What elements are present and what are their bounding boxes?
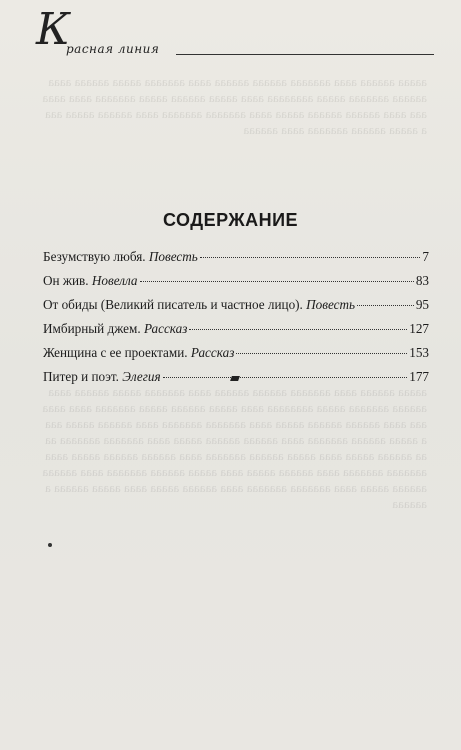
- toc-entry[interactable]: [43, 297, 429, 321]
- toc-entry-title: От обиды (Великий писатель и частное лицо). Повесть: [43, 297, 356, 312]
- toc-entry[interactable]: [43, 369, 429, 393]
- toc-entry[interactable]: [43, 345, 429, 369]
- toc-entry-title: Имбирный джем. Рассказ: [43, 321, 188, 336]
- toc-entry[interactable]: [43, 249, 429, 273]
- bleed-through-top: ааааа аааааа аааа ааааааа аааааа аааааа аааа ааааааа ааааа аааааа аааа аааааа ааааааа ааааа аааааааа аааа ааааа аааааа ааааа ааааааа аааа ааааааа аааа аааааа аааааа ааааа аааа ааааааа ааааааа аааа аааааа ааааа аааа ааааа аааааа ааааааа аааа аааааа: [42, 74, 427, 137]
- toc-page-number: 83: [415, 273, 429, 288]
- table-of-contents: [43, 249, 429, 393]
- header-rule: [176, 54, 434, 55]
- leader-dots: [140, 281, 414, 282]
- paper-speck: [48, 543, 52, 547]
- toc-entry-title: Он жив. Новелла: [43, 273, 138, 288]
- toc-page-number: 95: [415, 297, 429, 312]
- toc-entry-title: Безумствую любя. Повесть: [43, 249, 198, 264]
- toc-page-number: 127: [409, 321, 429, 336]
- toc-entry[interactable]: [43, 321, 429, 345]
- leader-dots: [189, 329, 407, 330]
- toc-entry[interactable]: [43, 273, 429, 297]
- toc-heading: СОДЕРЖАНИЕ: [162, 210, 299, 230]
- toc-page-number: 7: [422, 249, 429, 264]
- toc-page-number: 153: [409, 345, 429, 360]
- leader-dots: [200, 257, 421, 258]
- toc-entry-title: Питер и поэт. Элегия: [43, 369, 161, 384]
- toc-page-number: 177: [409, 369, 429, 384]
- leader-dots: [163, 377, 408, 378]
- publisher-logo-text: расная линия: [66, 42, 160, 56]
- bleed-through-bottom: ааааа аааааа аааа ааааааа аааааа аааааа аааа ааааааа ааааа аааааа аааа аааааа ааааааа ааааа аааааааа аааа ааааа аааааа ааааа ааааааа аааа ааааааа аааа аааааа аааааа ааааа аааа ааааааа ааааааа аааа аааааа ааааа аааа ааааа аааааа ааааааа аааа аааааа аааааа ааааа аааа ааааааа ааааааа аааа аааааа ааааа аааа ааааа аааааа ааааааа аааа аааааа аааааа ааааа аааа ааааааа ааааааа аааа аааааа ааааа аааа ааааа аааааа ааааааа аааа аааааа аааааа ааааа аааа ааааааа ааааааа аааа аааааа ааааа аааа ааааа аааааа ааааааа: [39, 384, 427, 511]
- leader-dots: [357, 305, 414, 306]
- publisher-logo-initial: К: [36, 4, 71, 55]
- leader-dots: [236, 353, 407, 354]
- page-header: [36, 4, 436, 58]
- toc-entry-title: Женщина с ее проектами. Рассказ: [43, 345, 235, 360]
